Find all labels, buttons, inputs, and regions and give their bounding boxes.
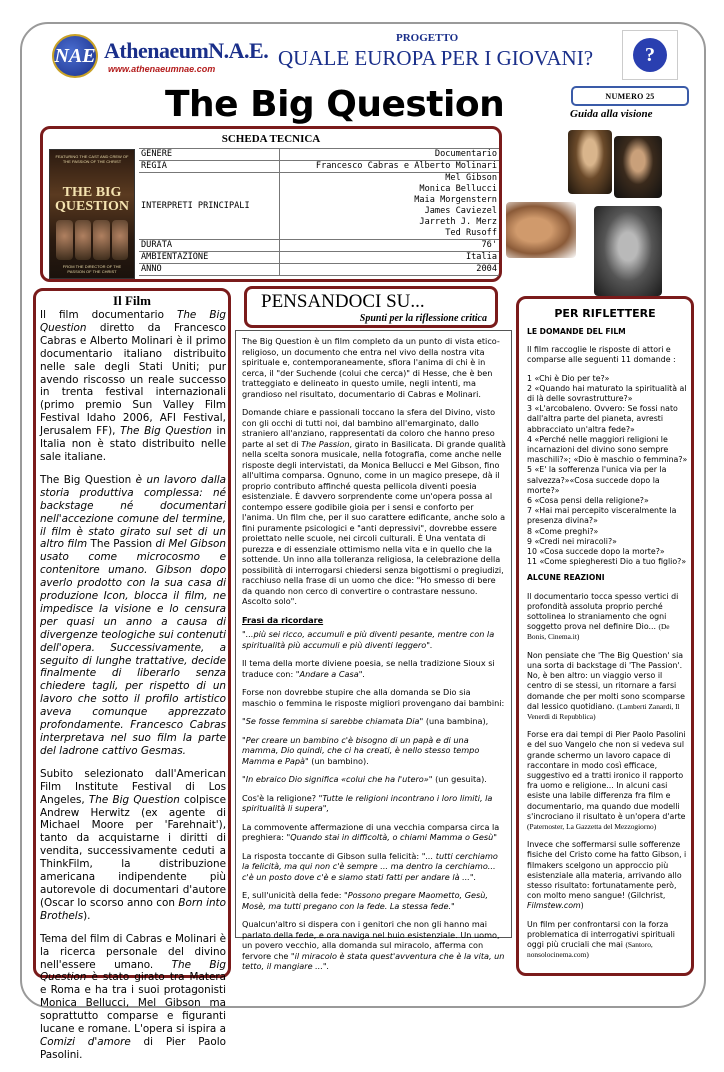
cast-photo [506,202,576,258]
technical-label: INTERPRETI PRINCIPALI [139,173,279,240]
technical-table-row [139,240,499,252]
film-section [33,288,231,1061]
question-list [527,374,689,568]
film-section-body [40,309,226,1072]
quote: Forse non dovrebbe stupire che alla domanda se Dio sia maschio o femmina le risposte migliori provengano dai bambini: [242,687,505,708]
technical-table [139,148,499,276]
pensandoci-header [244,286,498,328]
pensandoci-paragraph: The Big Question è un film completo da un punto di vista etico-religioso, un documento che entra nel vivo della nostra vita spirituale e, contemporaneamente, sfiora l'anima di chi è in cerca, il "der Suchende (colui che cerca)" di Hesse, che è ben tratteggiato e delineato in questo umile, negli intenti, ma grandioso nel risultato, documentario di Cabras e Molinari. [242,336,500,399]
quote: "Per creare un bambino c'è bisogno di un papà e di una mamma, Dio quindi, che ci ha creati, è nello stesso tempo Mamma e Papà" (un bambino). [242,734,480,766]
riflettere-title: PER RIFLETTERE [554,307,656,320]
technical-label: DURATA [139,240,279,252]
pensandoci-title: PENSANDOCI SU... [261,291,425,312]
film-paragraph: The Big Question è un lavoro dalla storia produttiva complessa: né backstage né documentari nell'accezione comune del termine, il film è stato girato sul set di un altro film The Passion di Mel Gibson usato come microcosmo e contenitore umano. Gibson dopo averlo prodotto con la sua casa di produzione Icon, blocca il film, ne impedisce la visione e lo censura per quasi un anno a causa di divergenze teologiche sui contenuti dell'opera. Successivamente, a seguito di lunghe trattative, decide finalmente di liberarlo senza chiedere tagli, per rispetto di un lavoro che sotto il profilo artistico aveva comunque apprezzato profondamente. Francesco Cabras interpretava nel suo film la parte del ladrone cattivo Gesmas. [40,473,227,757]
question-item: 3 «L'arcobaleno. Ovvero: Se fossi nato dall'altra parte del pianeta, avresti abbracciato un'altra fede?» [527,404,678,434]
technical-label: AMBIENTAZIONE [139,252,279,264]
riflettere-section [516,296,694,976]
riflettere-body [527,327,689,968]
question-item: 5 «E' la sofferenza l'unica via per la salvezza?»«Cosa succede dopo la morte?» [527,465,667,495]
quote: "Se fosse femmina si sarebbe chiamata Dia" (una bambina), [242,716,489,726]
technical-table-row [139,264,499,276]
question-item: 8 «Come preghi?» [527,526,599,536]
quote: La commovente affermazione di una vecchia comparsa circa la preghiera: "Quando stai in difficoltà, o chiami Mamma o Gesù" [242,821,500,842]
technical-table-row [139,173,499,240]
film-paragraph: Il film documentario The Big Question diretto da Francesco Cabras e Alberto Molinari è il primo documentario italiano distribuito nelle sale degli Stati Uniti; pur avendo riscosso un reale successo in trenta festival internazionali (primo premio Sun Valley Film Festival Idaho 2006, AFI Festival, Jerusalem FF), The Big Question in Italia non è stato distribuito nelle sale italiane. [40,309,226,463]
technical-value: Italia [279,252,499,264]
question-item: 7 «Hai mai percepito visceralmente la presenza divina?» [527,506,677,526]
cast-name: Maia Morgenstern [414,195,497,205]
review: Invece che soffermarsi sulle sofferenze fisiche del Cristo come ha fatto Gibson, i filmakers scelgono un approccio più esistenziale alla materia, arrivando allo stesso risultato: fortunatamente però, con molto meno sangue! (Gilchrist, Filmstew.com) [527,840,687,911]
cast-name: James Caviezel [424,206,497,216]
poster-title: THE BIG QUESTION [55,185,129,214]
pensandoci-paragraph: Domande chiare e passionali toccano la sfera del Divino, visto con gli occhi di tutti noi, dal bambino all'emarginato, dallo straniero all'anziano, rappresentati da coloro che hanno preso parte al set di The Passion, girato in Basilicata. Di grande qualità nella scelta sonora musicale, nella fotografia, come anche nelle risposte degli intervistati, da Monica Bellucci e Mel Gibson, fino all'ultima comparsa. Ognuno, come in un magico presepe, dà il proprio contributo affinché questa pellicola diventi poesia esistenziale. È davvero sorprendente come un'opera possa al contempo essere godibile gioia per i sensi e conforto per l'anima. Un film che, per il suo carattere edificante, anche solo a fini puramente psicologici e "anti depressivi", dovrebbe essere proiettato nelle scuole, nei circoli culturali. È Una ventata di purezza e di essenziale ottimismo nella vita e in quello che la sottende. Un inno alla tolleranza religiosa, la celebrazione della possibilità di interrogarsi chiedersi senza bigottismi o pregiudizi, racchiuso nella frase di un uomo che dice: "Ho smesso di bere da quando non cerco di convertire o contrastare nessuno. Ascolto solo". [242,407,506,606]
pensandoci-body [235,330,512,971]
technical-label: GENERE [139,149,279,161]
technical-sheet-title: SCHEDA TECNICA [221,133,321,145]
review: Forse era dai tempi di Pier Paolo Pasolini e del suo Vangelo che non si vedeva sul grande schermo un lavoro capace di raccontare in modo così efficace, suggestivo ed a tratti ironico il rapporto fra uomo e religione... In alcuni casi esiste una labile differenza fra film e documentario, ma quando due modelli s'incrociano il risultato è un'opera d'arte (Paternoster, La Gazzetta del Mezzogiorno) [527,730,686,831]
page-title: The Big Question [165,84,505,125]
technical-value: Documentario [279,149,499,161]
technical-label: ANNO [139,264,279,276]
quote: E, sull'unicità della fede: "Possono pregare Maometto, Gesù, Mosè, ma tutti pregano con la fede. La stessa fede." [242,890,488,911]
review: Il documentario tocca spesso vertici di profondità assoluta proprio perché sottolinea lo straniamento che ogni soggetto prova nel definire Dio... (De Bonis, Cinema.it) [527,591,679,642]
technical-value [279,173,499,240]
question-item: 2 «Quando hai maturato la spiritualità al di là delle sovrastrutture?» [527,383,687,404]
film-section-title: Il Film [113,293,151,308]
question-item: 11 «Come spiegheresti Dio a tuo figlio?» [527,557,687,567]
project-title: QUALE EUROPA PER I GIOVANI? [278,46,594,70]
quote: "...più sei ricco, accumuli e più diventi pesante, mentre con la spiritualità più accumuli e più diventi leggero". [242,629,495,650]
quote: La risposta toccante di Gibson sulla felicità: "... tutti cerchiamo la felicità, ma qui non c'è sempre ... ma dentro la cerchiamo... c'è un posto dove c'è e siamo stati fatti per andare là ...". [242,850,498,882]
movie-poster [49,149,135,279]
poster-credits: FROM THE DIRECTOR OF THE PASSION OF THE CHRIST [62,264,122,274]
domande-intro: Il film raccoglie le risposte di attori e comparse alle seguenti 11 domande : [527,345,676,365]
athenaeum-logo[interactable] [52,34,269,80]
logo-title: AthenaeumN.A.E. [104,38,269,63]
question-mark-icon: ? [633,38,667,72]
poster-faces-image [56,220,128,260]
pensandoci-subtitle: Spunti per la riflessione critica [359,313,487,324]
cast-photo [568,130,612,194]
progetto-label: PROGETTO [396,32,459,44]
quote: Qualcun'altro si dispera con i genitori che non gli hanno mai parlato della fede, e ora naviga nel buio esistenziale. Un uomo, un povero vecchio, alla domanda sul miracolo, afferma con fervore che "il miracolo è stata quest'avventura che è la vita, un tetto, il mangiare ...". [242,919,505,971]
question-item: 4 «Perché nelle maggiori religioni le incarnazioni del divino sono sempre maschili?»; «Dio è maschio o femmina?» [527,434,688,465]
technical-table-row [139,149,499,161]
cast-name: Monica Bellucci [419,184,497,194]
review: Non pensiate che 'The Big Question' sia una sorta di backstage di 'The Passion'. No, è ben altro: un viaggio verso il centro di se stessi, un ritornare a farsi domande che per molti sono scomparse dal lessico quotidiano. (Lamberti Zanardi, Il Venerdì di Repubblica) [527,650,685,721]
frasi-heading: Frasi da ricordare [242,614,324,625]
quote: Cos'è la religione? "Tutte le religioni incontrano i loro limiti, la spiritualità li supera", [242,792,493,813]
europe-question-logo [622,30,678,80]
cast-name: Jarreth J. Merz [419,217,497,227]
cast-photo-collage [506,130,662,298]
question-item: 1 «Chi è Dio per te?» [527,373,610,383]
technical-value: 2004 [279,264,499,276]
cast-name: Mel Gibson [445,173,497,183]
cast-photo [594,206,662,296]
film-paragraph: Subito selezionato dall'American Film Institute Festival di Los Angeles, The Big Question colpisce Andrew Herwitz (ex agente di Michael Moore per 'Farehnait'), tanto da acquistarne i diritti di vendita, successivamente ceduti a ThinkFilm, la distribuzione americana indipendente più autorevole di documentari d'autore (Oscar lo scorso anno con Born into Brothels). [40,767,227,922]
cast-name: Ted Rusoff [445,228,497,238]
technical-table-row [139,252,499,264]
logo-url[interactable]: www.athenaeumnae.com [108,64,216,74]
nae-emblem-icon: NAE [52,34,98,78]
question-item: 9 «Credi nei miracoli?» [527,536,617,546]
quote: "In ebraico Dio significa «colui che ha l'utero»" (un gesuita). [242,774,487,784]
cast-photo [614,136,662,198]
question-item: 10 «Cosa succede dopo la morte?» [527,547,665,557]
reazioni-heading: ALCUNE REAZIONI [527,573,605,583]
guide-subtitle: Guida alla visione [570,108,653,120]
quote: Il tema della morte diviene poesia, se nella tradizione Sioux si traduce con: "Andare a Casa". [242,658,495,679]
technical-value: Francesco Cabras e Alberto Molinari [279,161,499,173]
technical-table-row [139,161,499,173]
issue-number-badge: NUMERO 25 [571,86,689,106]
technical-value: 76' [279,240,499,252]
review: Un film per confrontarsi con la forza problematica di interrogativi spirituali oggi più cruciali che mai (Santoro, nonsolocinema.com) [527,919,675,960]
question-item: 6 «Cosa pensi della religione?» [527,496,649,506]
technical-label: REGIA [139,161,279,173]
film-paragraph: Tema del film di Cabras e Molinari è la ricerca personale del divino nell'essere umano. The Big Question è stato girato tra Matera e Roma e ha tra i suoi protagonisti Monica Bellucci, Mel Gibson ma soprattutto comparse e figuranti lucane e romane. L'opera si ispira a Comizi d'amore di Pier Paolo Pasolini. [40,932,226,1061]
technical-sheet [40,126,502,282]
domande-heading: LE DOMANDE DEL FILM [527,327,626,336]
poster-tagline: FEATURING THE CAST AND CREW OF THE PASSION OF THE CHRIST [55,154,129,164]
